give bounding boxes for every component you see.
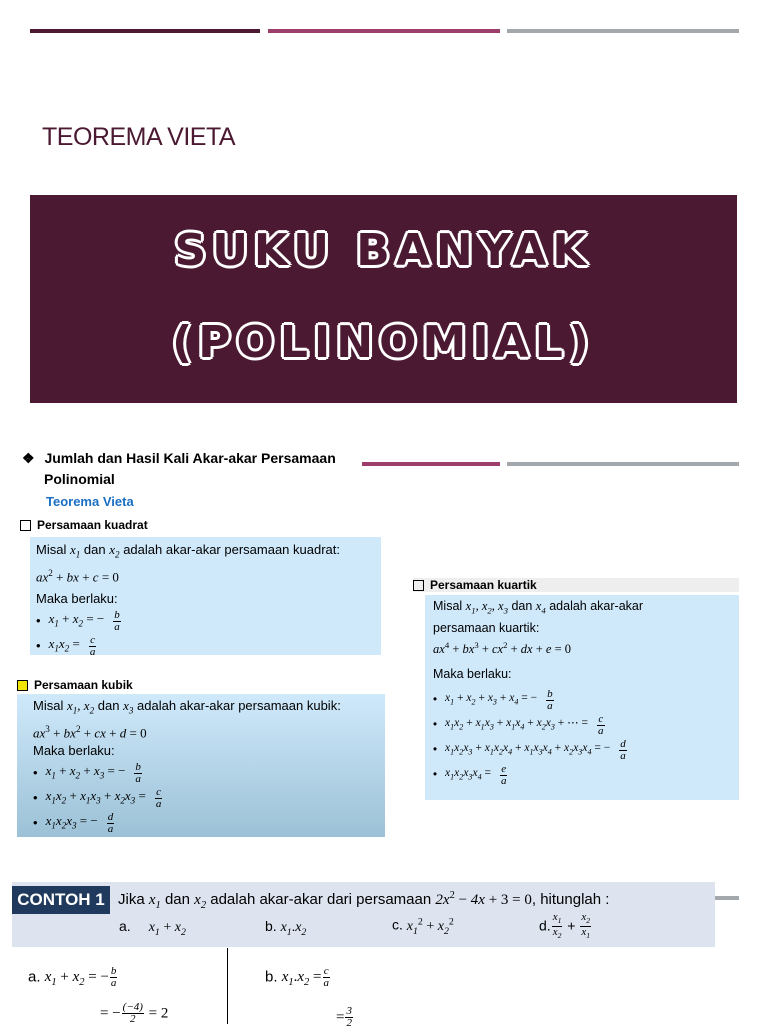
opt-d: d. $\frac{x_1}{x_2}$ + $\frac{x_2}{x_1}$: [539, 911, 591, 941]
heading-line-2: Polinomial: [44, 471, 115, 487]
kubik-box: [17, 694, 385, 837]
opt-b: b. $x_1.x_2$: [265, 918, 307, 938]
mid-bar-2: [507, 462, 739, 466]
kuartik-box: [425, 595, 739, 800]
kuartik-intro-2: persamaan kuartik:: [433, 620, 540, 635]
answer-a-line-2: = − $\frac{(-4)}{2}$ = 2: [100, 1001, 169, 1025]
kuartik-intro: Misal $x_1$, $x_2$, $x_3$ dan $x_4$ adalah akar-akar: [433, 599, 644, 616]
kubik-rule-3: • $x_1x_2x_3$ = − $\frac{d}{a}$: [33, 810, 114, 835]
kubik-intro-a: Misal: [33, 698, 64, 713]
bottom-bar: [714, 896, 739, 900]
kubik-intro-d: adalah akar-akar persamaan kubik:: [137, 698, 341, 713]
kuadrat-rule-1: • $x_1 + x_2$ = − $\frac{b}{a}$: [36, 608, 120, 633]
kuartik-rule-4: • $x_1x_2x_3x_4$ = $\frac{e}{a}$: [433, 762, 507, 787]
banner-line-2: (POLINOMIAL): [172, 317, 595, 368]
contoh-box: [12, 882, 715, 947]
mid-bar-1: [362, 462, 500, 466]
kuartik-rule-3: • $x_1x_2x_3 + x_1x_2x_4 + x_1x_3x_4 + x_2x_3x_4$ = − $\frac{d}{a}$: [433, 737, 626, 762]
kuartik-label-text: Persamaan kuartik: [430, 578, 537, 592]
kubik-rule-1: • $x_1 + x_2 + x_3$ = − $\frac{b}{a}$: [33, 760, 141, 785]
checkbox-icon: [20, 520, 31, 531]
kubik-rule-2: • $x_1x_2 + x_1x_3 + x_2x_3$ = $\frac{c}{a}$: [33, 785, 162, 810]
kuartik-label: [413, 578, 739, 592]
top-bar-1: [30, 29, 260, 33]
answer-b-line-2: = $\frac{3}{2}$: [336, 1005, 352, 1029]
kuartik-rule-1: • $x_1 + x_2 + x_3 + x_4$ = − $\frac{b}{a}$: [433, 687, 553, 712]
section-subheading: Teorema Vieta: [46, 494, 134, 509]
kuartik-intro-b: dan: [511, 599, 533, 613]
heading-line-1: Jumlah dan Hasil Kali Akar-akar Persamaan: [44, 450, 336, 466]
q-part-b: dan: [164, 891, 190, 908]
banner-line-1: SUKU BANYAK: [174, 225, 593, 276]
ans-b-label: b.: [265, 968, 278, 986]
kuadrat-label: [20, 518, 148, 532]
title-banner: [30, 195, 737, 403]
kuadrat-intro-a: Misal: [36, 542, 67, 557]
kuadrat-intro: Misal $x_1$ dan $x_2$ adalah akar-akar persamaan kuadrat:: [36, 542, 340, 560]
checkbox-icon-highlighted: [17, 680, 28, 691]
kuadrat-intro-c: adalah akar-akar persamaan kuadrat:: [123, 542, 340, 557]
answer-b: b. $x_1.x_2$ = $\frac{c}{a}$: [265, 965, 329, 989]
q-part-a: Jika: [118, 891, 145, 908]
opt-d-label: d.: [539, 917, 551, 934]
contoh-badge: CONTOH 1: [12, 886, 110, 914]
top-bar-2: [268, 29, 500, 33]
answer-a: a. $x_1 + x_2$ = − $\frac{b}{a}$: [28, 965, 117, 989]
kuadrat-box: [30, 537, 381, 658]
kuadrat-label-text: Persamaan kuadrat: [37, 518, 148, 532]
kuadrat-equation: $ax^2$ + bx + c = 0: [36, 567, 119, 584]
q-part-c: adalah akar-akar dari persamaan: [210, 891, 432, 908]
kubik-maka: Maka berlaku:: [33, 742, 115, 758]
kuartik-equation: $ax^4 + bx^3 + cx^2$ + dx + e = 0: [433, 639, 572, 656]
kubik-intro-c: dan: [97, 698, 120, 713]
opt-a-label: a.: [119, 918, 131, 934]
kuartik-intro-c: adalah akar-akar: [549, 599, 644, 613]
kuadrat-rule-2: • $x_1x_2$ = $\frac{c}{a}$: [36, 633, 96, 658]
opt-c: c. $x_1^2 + x_2^2$: [392, 916, 454, 937]
kuadrat-maka: Maka berlaku:: [36, 590, 118, 606]
kuartik-maka: Maka berlaku:: [433, 666, 512, 681]
page-title: TEOREMA VIETA: [42, 123, 236, 151]
section-heading: [22, 448, 362, 490]
answer-divider: [227, 948, 228, 1024]
checkbox-icon: [413, 580, 424, 591]
q-part-d: , hitunglah :: [531, 891, 610, 908]
ans-a-label: a.: [28, 968, 41, 986]
kuartik-intro-a: Misal: [433, 599, 463, 613]
opt-c-label: c.: [392, 916, 403, 933]
kuadrat-intro-b: dan: [83, 542, 106, 557]
contoh-question: Jika $x_1$ dan $x_2$ adalah akar-akar dari persamaan $2x^2 - 4x + 3 = 0$, hitunglah :: [118, 890, 610, 911]
kuartik-rule-2: • $x_1x_2 + x_1x_3 + x_1x_4 + x_2x_3$ + ⋯ = $\frac{c}{a}$: [433, 712, 604, 737]
opt-a: a. $x_1 + x_2$: [119, 918, 186, 938]
kubik-label: [17, 678, 133, 692]
kubik-equation: $ax^3 + bx^2$ + cx + d = 0: [33, 723, 147, 740]
top-bar-3: [507, 29, 739, 33]
diamond-bullet-icon: ❖: [22, 450, 35, 466]
opt-b-label: b.: [265, 918, 277, 934]
kubik-label-text: Persamaan kubik: [34, 678, 133, 692]
kubik-intro: Misal $x_1$, $x_2$ dan $x_3$ adalah akar-akar persamaan kubik:: [33, 698, 341, 716]
